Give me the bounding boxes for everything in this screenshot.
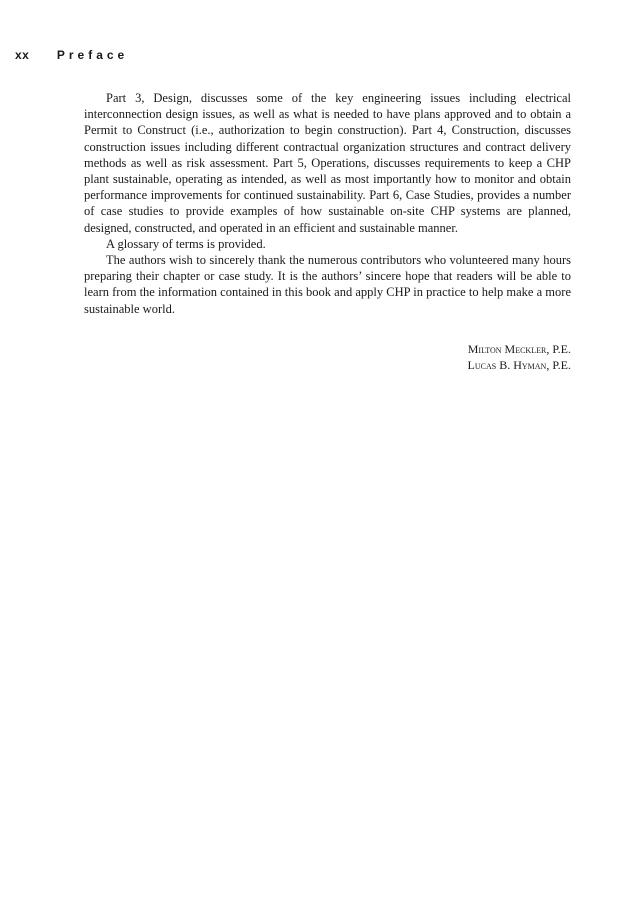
page-number: xx	[15, 48, 30, 62]
paragraph-glossary: A glossary of terms is provided.	[106, 236, 266, 251]
paragraph-acknowledgments: The authors wish to sincerely thank the numerous contributors who volunteered many hours preparing their chapter or case study. It is the authors’ sincere hope that readers will be able to learn from the information contained in this book and apply CHP in practice to help make a more sustainable world.	[84, 253, 571, 316]
paragraph-parts-overview: Part 3, Design, discusses some of the key engineering issues including electrical interconnection design issues, as well as what is needed to have plans approved and to obtain a Permit to Construct (i.e., authorization to begin construction). Part 4, Construction, discusses construction issues including different contractual organization structures and contract delivery methods as well as risk assessment. Part 5, Operations, discusses requirements to keep a CHP plant sustainable, operating as intended, as well as most importantly how to monitor and obtain performance improvements for continued sustainability. Part 6, Case Studies, provides a number of case studies to provide examples of how sustainable on-site CHP systems are planned, designed, constructed, and operated in an efficient and sustainable manner.	[84, 91, 571, 235]
preface-body	[84, 90, 571, 317]
author-signature-1: Milton Meckler, P.E.	[467, 342, 571, 356]
signature-block	[468, 341, 571, 373]
running-head	[15, 48, 128, 62]
section-title: Preface	[56, 48, 129, 62]
author-signature-2: Lucas B. Hyman, P.E.	[467, 358, 571, 372]
